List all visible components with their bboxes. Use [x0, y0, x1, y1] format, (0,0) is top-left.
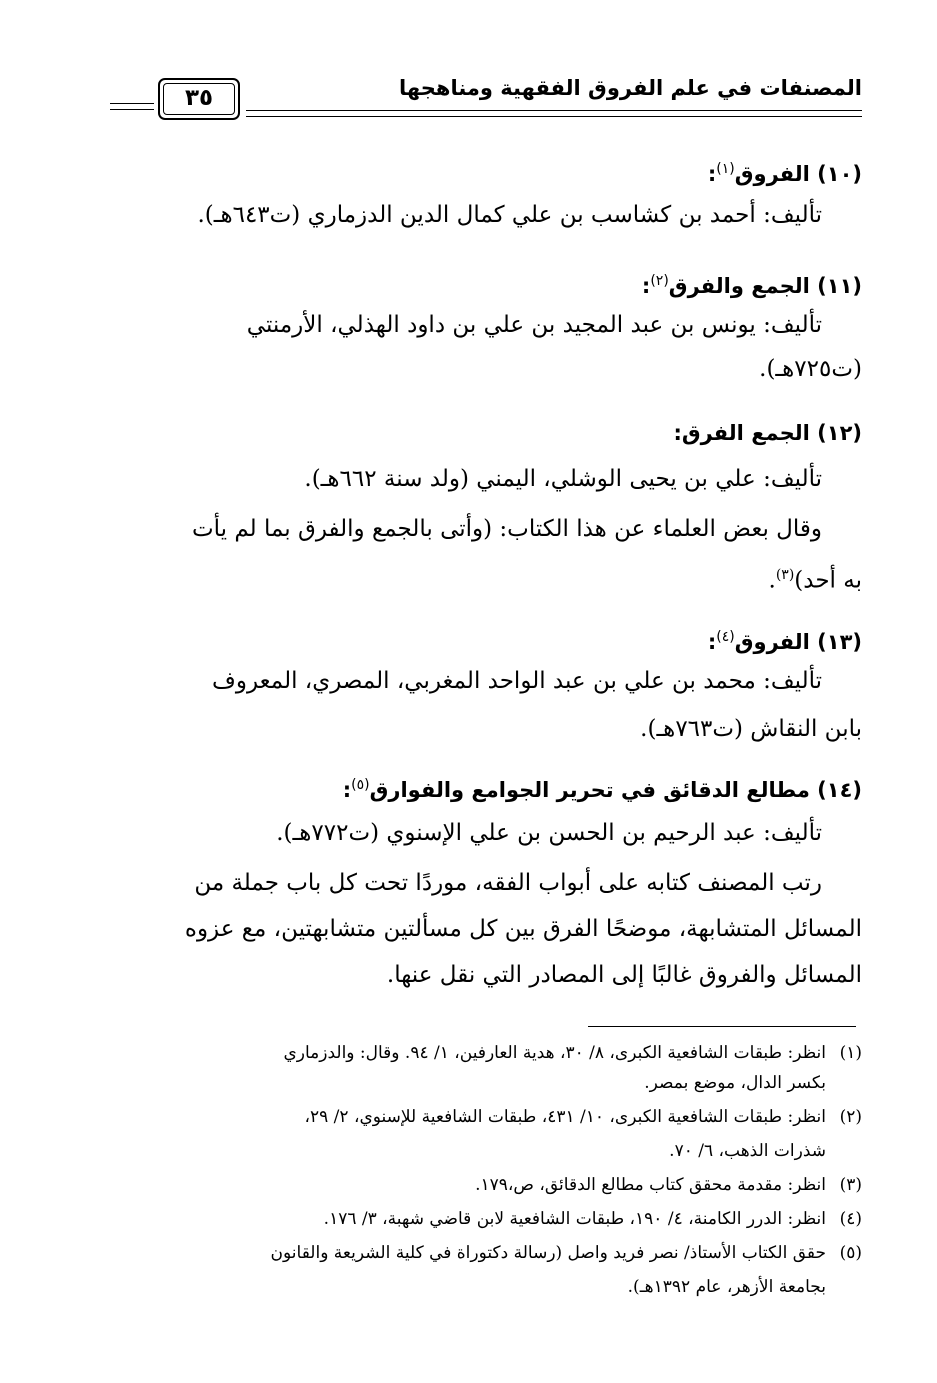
- entry-title-text: (١٤) مطالع الدقائق في تحرير الجوامع والفوارق: [369, 778, 862, 802]
- entry-title-text: (١٣) الفروق: [734, 630, 862, 654]
- footnote-number: (٥): [839, 1243, 862, 1263]
- footnote-ref: (٢): [650, 273, 669, 289]
- footnote-number: (٢): [839, 1107, 862, 1127]
- footnote-1: [110, 1040, 862, 1066]
- entry-line-end: .: [768, 567, 776, 594]
- entry-line: تأليف: محمد بن علي بن عبد الواحد المغربي، المصري، المعروف: [212, 668, 822, 694]
- footnote-ref: (٣): [775, 567, 795, 583]
- header-rule-top: [246, 110, 862, 111]
- header-rule-left-bottom: [110, 109, 154, 110]
- footnote-5-cont: بجامعة الأزهر، عام ١٣٩٢هـ).: [627, 1277, 826, 1297]
- footnote-text: حقق الكتاب الأستاذ/ نصر فريد واصل (رسالة دكتوراة في كلية الشريعة والقانون: [270, 1243, 826, 1263]
- title-colon: :: [707, 630, 717, 654]
- entry-line: المسائل والفروق غالبًا إلى المصادر التي نقل عنها.: [386, 962, 862, 988]
- entry-title-text: (١١) الجمع والفرق: [668, 274, 862, 298]
- title-colon: :: [707, 162, 717, 186]
- entry-title-11: [110, 264, 862, 303]
- footnote-ref: (٤): [716, 629, 735, 645]
- footnote-number: (٣): [839, 1175, 862, 1195]
- entry-title-text: (١٠) الفروق: [734, 162, 862, 186]
- footnote-ref: (٥): [351, 777, 370, 793]
- page-number: ٣٥: [184, 85, 214, 111]
- entry-title-10: [110, 152, 862, 191]
- footnote-4: [110, 1206, 862, 1232]
- entry-line: تأليف: يونس بن عبد المجيد بن علي بن داود الهذلي، الأرمنتي: [246, 312, 822, 338]
- footnote-text: انظر: طبقات الشافعية الكبرى، ٨/ ٣٠، هدية العارفين، ١/ ٩٤. وقال: والدزماري: [283, 1043, 826, 1063]
- header-title: المصنفات في علم الفروق الفقهية ومناهجها: [399, 76, 862, 100]
- title-colon: :: [673, 421, 682, 445]
- footnote-ref: (١): [716, 161, 735, 177]
- page-number-frame: [158, 78, 240, 120]
- footnote-3: [110, 1172, 862, 1198]
- header-rule-bottom: [246, 116, 862, 117]
- entry-line: تأليف: عبد الرحيم بن الحسن بن علي الإسنوي (ت٧٧٢هـ).: [276, 820, 822, 846]
- footnote-5: [110, 1240, 862, 1266]
- entry-line: (ت٧٢٥هـ).: [759, 356, 862, 382]
- header-rule-left-top: [110, 103, 154, 104]
- entry-title-14: [110, 768, 862, 807]
- entry-title-text: (١٢) الجمع الفرق: [681, 421, 862, 445]
- title-colon: :: [641, 274, 651, 298]
- footnote-2-cont: شذرات الذهب، ٦/ ٧٠.: [669, 1141, 826, 1161]
- entry-line: تأليف: علي بن يحيى الوشلي، اليمني (ولد سنة ٦٦٢هـ).: [304, 466, 822, 492]
- running-header: [110, 70, 862, 130]
- title-colon: :: [342, 778, 352, 802]
- footnote-number: (١): [839, 1043, 862, 1063]
- entry-line: بابن النقاش (ت٧٦٣هـ).: [640, 716, 862, 742]
- footnote-separator: [588, 1026, 856, 1027]
- entry-line: [110, 558, 862, 598]
- entry-line: تأليف: أحمد بن كشاسب بن علي كمال الدين الدزماري (ت٦٤٣هـ).: [197, 202, 822, 228]
- footnote-2: [110, 1104, 862, 1130]
- entry-line: وقال بعض العلماء عن هذا الكتاب: (وأتى بالجمع والفرق بما لم يأت: [191, 516, 822, 542]
- footnote-text: انظر: مقدمة محقق كتاب مطالع الدقائق، ص،١٧٩.: [475, 1175, 826, 1195]
- footnote-text: انظر: الدرر الكامنة، ٤/ ١٩٠، طبقات الشافعية لابن قاضي شهبة، ٣/ ١٧٦.: [323, 1209, 826, 1229]
- entry-title-12: [110, 416, 862, 450]
- entry-title-13: [110, 620, 862, 659]
- footnote-text: انظر: طبقات الشافعية الكبرى، ١٠/ ٤٣١، طبقات الشافعية للإسنوي، ٢/ ٢٩،: [304, 1107, 826, 1127]
- entry-line: المسائل المتشابهة، موضحًا الفرق بين كل مسألتين متشابهتين، مع عزوه: [184, 916, 862, 942]
- footnote-1-cont: بكسر الدال، موضع بمصر.: [644, 1073, 826, 1093]
- entry-line-text: به أحد): [794, 567, 862, 594]
- footnote-number: (٤): [839, 1209, 862, 1229]
- entry-line: رتب المصنف كتابه على أبواب الفقه، موردًا تحت كل باب جملة من: [194, 870, 822, 896]
